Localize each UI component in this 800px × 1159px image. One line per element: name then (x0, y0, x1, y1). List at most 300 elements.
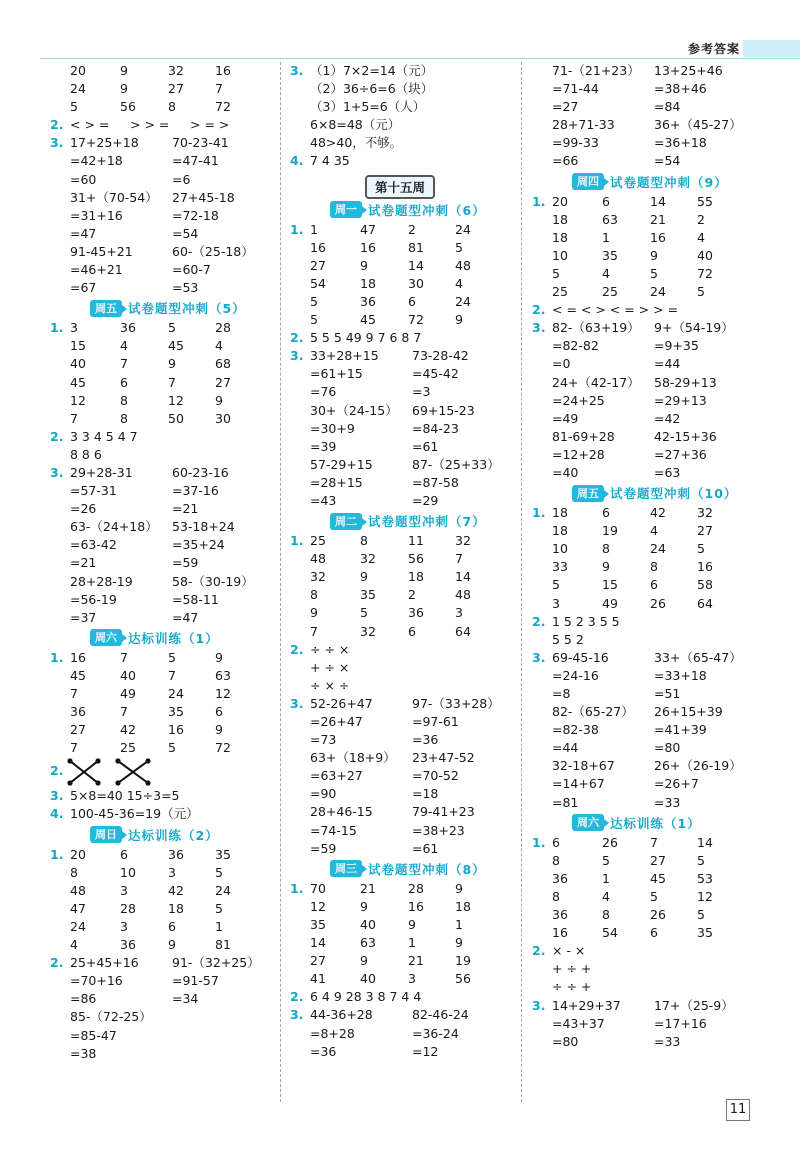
answer-cell: 58 (697, 577, 713, 593)
answer-cell: 15 (70, 338, 86, 354)
answer-cell: 25+45+16 (70, 955, 139, 971)
answer-cell: =43+37 (552, 1015, 605, 1031)
section-banner (532, 812, 757, 834)
answer-cell: 23+47-52 (412, 750, 475, 766)
answer-cell: =59 (310, 840, 337, 856)
answer-cell: 27+45-18 (172, 189, 235, 205)
answer-cell: 24 (455, 221, 471, 237)
answer-cell: 21 (650, 211, 666, 227)
answer-cell: 5 (552, 577, 560, 593)
answer-cell: 17+（25-9） (654, 997, 734, 1013)
answer-cell: =34 (172, 991, 199, 1007)
answer-cell: =63+27 (310, 768, 363, 784)
answer-line (532, 116, 757, 134)
answer-cell: 1 (310, 221, 318, 237)
answer-cell: =36 (310, 1043, 337, 1059)
answer-cell: 19 (455, 953, 471, 969)
section-banner (50, 627, 275, 649)
section-banner (50, 824, 275, 846)
answer-line (532, 428, 757, 446)
answer-cell: 9 (360, 569, 368, 585)
answer-line (290, 695, 515, 713)
answer-cell: 20 (552, 193, 568, 209)
answer-cell: 16 (552, 925, 568, 941)
answer-cell: 25 (602, 284, 618, 300)
answer-line (290, 98, 515, 116)
answer-cell: 7 (70, 410, 78, 426)
matching-dot (115, 781, 120, 786)
answer-cell: 5 (310, 293, 318, 309)
answer-line (50, 1045, 275, 1063)
answer-line (532, 978, 757, 996)
answer-column-2 (290, 62, 515, 1061)
answer-line (50, 787, 275, 805)
answer-cell: 5 (360, 605, 368, 621)
matching-dot (67, 759, 72, 764)
answer-cell: =8 (552, 686, 571, 701)
answer-cell: =67 (70, 280, 97, 296)
answer-line (290, 916, 515, 934)
answer-cell: 5 (697, 852, 705, 868)
answer-cell: 9 (168, 356, 176, 372)
answer-cell: （2）36÷6=6（块） (310, 81, 434, 97)
answer-cell: =70-52 (412, 768, 459, 784)
answer-cell: =38+46 (654, 81, 707, 97)
answer-cell: 64 (455, 623, 471, 639)
answer-line (532, 558, 757, 576)
answer-cell: 45 (70, 374, 86, 390)
answer-cell: 42 (650, 505, 666, 521)
answer-cell: 9 (650, 247, 658, 263)
answer-cell: =27+36 (654, 446, 707, 462)
answer-line (50, 355, 275, 373)
answer-cell: 26 (650, 595, 666, 611)
answer-cell: 27 (215, 374, 231, 390)
answer-cell: + ÷ + (552, 961, 592, 977)
answer-cell: 55 (697, 193, 713, 209)
answer-cell: 16 (650, 229, 666, 245)
answer-line (532, 80, 757, 98)
week-title: 第十五周 (365, 175, 435, 199)
answer-line (290, 456, 515, 474)
answer-line (532, 667, 757, 685)
answer-cell: 2 (408, 587, 416, 603)
question-number: 1. (532, 193, 546, 209)
answer-cell: =27 (552, 99, 579, 115)
answer-cell: 25 (310, 533, 326, 549)
answer-cell: 81 (215, 937, 231, 953)
answer-cell: =42+18 (70, 153, 123, 169)
answer-cell: 5 (650, 888, 658, 904)
answer-line (532, 906, 757, 924)
matching-dot (115, 759, 120, 764)
answer-cell: 9 (120, 81, 128, 97)
answer-line (532, 374, 757, 392)
answer-cell: =91-57 (172, 973, 219, 989)
answer-cell: 69-45-16 (552, 649, 609, 665)
answer-cell: 24 (650, 284, 666, 300)
answer-cell: 16 (310, 239, 326, 255)
answer-line (532, 1033, 757, 1051)
answer-cell: 79-41+23 (412, 804, 475, 820)
answer-line (290, 803, 515, 821)
question-number: 1. (290, 533, 304, 549)
answer-line (50, 80, 275, 98)
question-number: 2. (50, 955, 64, 971)
answer-cell: =76 (310, 384, 337, 400)
question-number: 4. (290, 153, 304, 169)
answer-line (50, 261, 275, 279)
answer-cell: 26 (650, 907, 666, 923)
answer-cell: 63 (360, 935, 376, 951)
answer-cell: 82-（65-27） (552, 704, 634, 720)
answer-cell: 5 5 2 (552, 631, 584, 647)
answer-cell: =33+18 (654, 667, 707, 683)
answer-cell: =28+15 (310, 474, 363, 490)
answer-cell: =9+35 (654, 338, 699, 354)
question-number: 1. (290, 221, 304, 237)
answer-cell: =14+67 (552, 776, 605, 792)
answer-cell: 9 (360, 257, 368, 273)
answer-line (290, 550, 515, 568)
answer-line (50, 392, 275, 410)
section-title: 试卷题型冲刺（9） (610, 174, 728, 190)
answer-line (50, 171, 275, 189)
answer-line (532, 464, 757, 482)
answer-cell: 16 (360, 239, 376, 255)
answer-cell: 5 (455, 239, 463, 255)
answer-cell: =84-23 (412, 420, 459, 436)
answer-cell: =51 (654, 686, 681, 701)
answer-cell: =29 (412, 492, 439, 508)
matching-dot (95, 781, 100, 786)
answer-cell: 40 (360, 971, 376, 987)
answer-cell: =36+18 (654, 135, 707, 151)
answer-line (290, 970, 515, 988)
answer-cell: 4 (602, 265, 610, 281)
answer-cell: 7 (310, 623, 318, 639)
answer-cell: 6×8=48（元） (310, 117, 401, 133)
answer-cell: 29+28-31 (70, 464, 133, 480)
answer-cell: 7 (168, 667, 176, 683)
answer-line (290, 586, 515, 604)
answer-cell: 14 (455, 569, 471, 585)
answer-cell: 9 (215, 649, 223, 665)
answer-cell: 28+46-15 (310, 804, 373, 820)
answer-line (50, 337, 275, 355)
answer-cell: 8 (360, 533, 368, 549)
answer-cell: =87-58 (412, 474, 459, 490)
answer-cell: 82-46-24 (412, 1007, 469, 1023)
answer-cell: 81-69+28 (552, 428, 615, 444)
answer-cell: 63+（18+9） (310, 750, 396, 766)
question-number: 3. (50, 788, 64, 804)
answer-cell: 54 (602, 925, 618, 941)
question-number: 2. (290, 641, 304, 657)
answer-cell: 63 (602, 211, 618, 227)
answer-cell: =60-7 (172, 262, 211, 278)
answer-line (532, 870, 757, 888)
answer-line (532, 721, 757, 739)
answer-line (532, 649, 757, 667)
answer-cell: 32 (360, 551, 376, 567)
answer-line (50, 1027, 275, 1045)
answer-cell: 15 (602, 577, 618, 593)
answer-cell: 5 (70, 99, 78, 115)
question-number: 3. (290, 1007, 304, 1023)
answer-cell: 5 (310, 312, 318, 328)
answer-cell: ÷ ÷ × (310, 641, 350, 657)
answer-line (290, 898, 515, 916)
answer-cell: =38+23 (412, 822, 465, 838)
answer-cell: =61 (412, 438, 439, 454)
answer-cell: 19 (602, 523, 618, 539)
answer-cell: 40 (120, 667, 136, 683)
answer-line (532, 392, 757, 410)
answer-cell: 27 (310, 953, 326, 969)
answer-cell: =49 (552, 410, 579, 426)
answer-cell: 40 (697, 247, 713, 263)
answer-cell: 5 (168, 649, 176, 665)
answer-cell: 24 (455, 293, 471, 309)
answer-cell: 21 (408, 953, 424, 969)
question-number: 1. (532, 505, 546, 521)
answer-cell: 49 (602, 595, 618, 611)
answer-cell: =21 (70, 555, 97, 571)
answer-line (532, 98, 757, 116)
answer-line (50, 900, 275, 918)
answer-line (50, 685, 275, 703)
answer-line (290, 1006, 515, 1024)
answer-cell: 45 (650, 870, 666, 886)
answer-cell: 18 (455, 898, 471, 914)
answer-line (290, 604, 515, 622)
answer-line (290, 1025, 515, 1043)
section-title: 试卷题型冲刺（8） (368, 861, 486, 877)
answer-cell: 48 (70, 882, 86, 898)
answer-line (532, 247, 757, 265)
answer-cell: > > = (130, 117, 170, 133)
answer-cell: =90 (310, 786, 337, 802)
answer-cell: =31+16 (70, 207, 123, 223)
answer-cell: 5 (552, 265, 560, 281)
answer-cell: 5 (168, 320, 176, 336)
answer-line (290, 731, 515, 749)
day-tag: 周二 (330, 513, 362, 530)
answer-cell: 32-18+67 (552, 758, 615, 774)
answer-cell: 35 (360, 587, 376, 603)
answer-cell: 5 (697, 541, 705, 557)
answer-cell: 7 (120, 356, 128, 372)
answer-cell: 27 (310, 257, 326, 273)
answer-cell: 30+（24-15） (310, 402, 398, 418)
answer-line (50, 882, 275, 900)
answer-cell: 8 (120, 410, 128, 426)
answer-column-1 (50, 62, 275, 1063)
answer-line (290, 402, 515, 420)
section-title: 达标训练（1） (128, 630, 219, 646)
day-tag: 周日 (90, 826, 122, 843)
answer-line (50, 410, 275, 428)
answer-cell: 45 (168, 338, 184, 354)
answer-cell: 10 (552, 541, 568, 557)
answer-cell: 27 (70, 722, 86, 738)
answer-cell: 14 (697, 834, 713, 850)
answer-line (50, 446, 275, 464)
answer-line (290, 934, 515, 952)
matching-dot (145, 759, 150, 764)
answer-cell: 33+28+15 (310, 348, 379, 364)
answer-cell: 64 (697, 595, 713, 611)
answer-cell: 36 (552, 907, 568, 923)
answer-line (290, 365, 515, 383)
answer-cell: 41 (310, 971, 326, 987)
answer-cell: 24+（42-17） (552, 374, 640, 390)
answer-cell: 8 (602, 541, 610, 557)
answer-cell: 24 (70, 918, 86, 934)
answer-cell: 28+71-33 (552, 117, 615, 133)
answer-cell: 12 (70, 392, 86, 408)
answer-cell: 36 (168, 846, 184, 862)
answer-line (290, 785, 515, 803)
answer-line (290, 239, 515, 257)
answer-cell: 73-28-42 (412, 348, 469, 364)
answer-cell: 6 (650, 925, 658, 941)
answer-cell: 8 8 6 (70, 446, 102, 462)
answer-cell: =43 (310, 492, 337, 508)
answer-cell: =46+21 (70, 262, 123, 278)
answer-cell: 47 (360, 221, 376, 237)
answer-cell: 27 (697, 523, 713, 539)
answer-cell: 31+（70-54） (70, 189, 158, 205)
section-title: 试卷题型冲刺（10） (610, 486, 738, 502)
answer-cell: 7 (455, 551, 463, 567)
answer-cell: 24 (70, 81, 86, 97)
question-number: 1. (50, 320, 64, 336)
answer-cell: 17+25+18 (70, 135, 139, 151)
answer-cell: 32 (360, 623, 376, 639)
answer-line (290, 383, 515, 401)
answer-cell: 44-36+28 (310, 1007, 373, 1023)
answer-line (290, 221, 515, 239)
answer-cell: 9 (360, 953, 368, 969)
answer-line (50, 721, 275, 739)
answer-cell: =85-47 (70, 1027, 117, 1043)
answer-cell: 6 (120, 846, 128, 862)
answer-cell: 60-23-16 (172, 464, 229, 480)
answer-cell: 53 (697, 870, 713, 886)
day-tag: 周五 (572, 485, 604, 502)
answer-cell: 8 (552, 888, 560, 904)
answer-line (50, 667, 275, 685)
answer-cell: 48>40，不够。 (310, 135, 403, 151)
answer-cell: 63-（24+18） (70, 519, 158, 535)
answer-cell: =86 (70, 991, 97, 1007)
answer-cell: 1 (455, 916, 463, 932)
answer-cell: 14+29+37 (552, 997, 621, 1013)
answer-line (290, 880, 515, 898)
answer-cell: 14 (310, 935, 326, 951)
answer-line (532, 265, 757, 283)
answer-cell: 72 (697, 265, 713, 281)
answer-line (532, 540, 757, 558)
answer-cell: 1 5 2 3 5 5 (552, 613, 620, 629)
answer-line (290, 329, 515, 347)
answer-cell: =82-82 (552, 338, 599, 354)
answer-cell: 33+（65-47） (654, 649, 742, 665)
answer-cell: 4 (455, 275, 463, 291)
answer-cell: =24+25 (552, 392, 605, 408)
answer-cell: =24-16 (552, 667, 599, 683)
answer-cell: =39 (310, 438, 337, 454)
answer-cell: 9 (408, 916, 416, 932)
answer-line (290, 152, 515, 170)
answer-line (290, 347, 515, 365)
day-tag: 周五 (90, 300, 122, 317)
answer-line (50, 279, 275, 297)
answer-cell: 6 (408, 623, 416, 639)
answer-cell: 10 (552, 247, 568, 263)
answer-cell: 42 (120, 722, 136, 738)
answer-cell: 48 (455, 587, 471, 603)
answer-cell: 11 (408, 533, 424, 549)
answer-cell: 58-（30-19） (172, 573, 254, 589)
answer-cell: 7 (70, 740, 78, 756)
answer-cell: 18 (552, 211, 568, 227)
answer-cell: =81 (552, 794, 579, 810)
answer-cell: 56 (455, 971, 471, 987)
answer-cell: 32 (310, 569, 326, 585)
answer-cell: =35+24 (172, 537, 225, 553)
answer-cell: =60 (70, 171, 97, 187)
answer-cell: =61 (412, 840, 439, 856)
answer-cell: 56 (120, 99, 136, 115)
answer-cell: 42-15+36 (654, 428, 717, 444)
answer-cell: 48 (455, 257, 471, 273)
question-number: 2. (532, 613, 546, 629)
question-number: 3. (50, 135, 64, 151)
answer-cell: 9 (360, 898, 368, 914)
answer-line (50, 591, 275, 609)
answer-cell: 72 (408, 312, 424, 328)
answer-line (50, 918, 275, 936)
answer-cell: 58-29+13 (654, 374, 717, 390)
answer-line (290, 952, 515, 970)
answer-line (50, 464, 275, 482)
answer-cell: 28 (215, 320, 231, 336)
answer-cell: =47 (70, 225, 97, 241)
answer-line (290, 116, 515, 134)
matching-dot (145, 781, 150, 786)
answer-cell: < > = (70, 117, 110, 133)
header-band (743, 40, 800, 57)
answer-cell: =37-16 (172, 483, 219, 499)
answer-line (290, 438, 515, 456)
answer-cell: 3 (120, 882, 128, 898)
answer-cell: 6 (215, 704, 223, 720)
answer-cell: （3）1+5=6（人） (310, 99, 426, 115)
answer-cell: 60-（25-18） (172, 243, 254, 259)
answer-cell: =47 (172, 609, 199, 625)
answer-cell: =71-44 (552, 81, 599, 97)
answer-cell: 5 (215, 900, 223, 916)
answer-cell: 1 (602, 229, 610, 245)
page-number: 11 (726, 1099, 750, 1121)
answer-cell: =63 (654, 464, 681, 480)
answer-line (50, 428, 275, 446)
answer-cell: 7 (120, 704, 128, 720)
answer-cell: 16 (408, 898, 424, 914)
